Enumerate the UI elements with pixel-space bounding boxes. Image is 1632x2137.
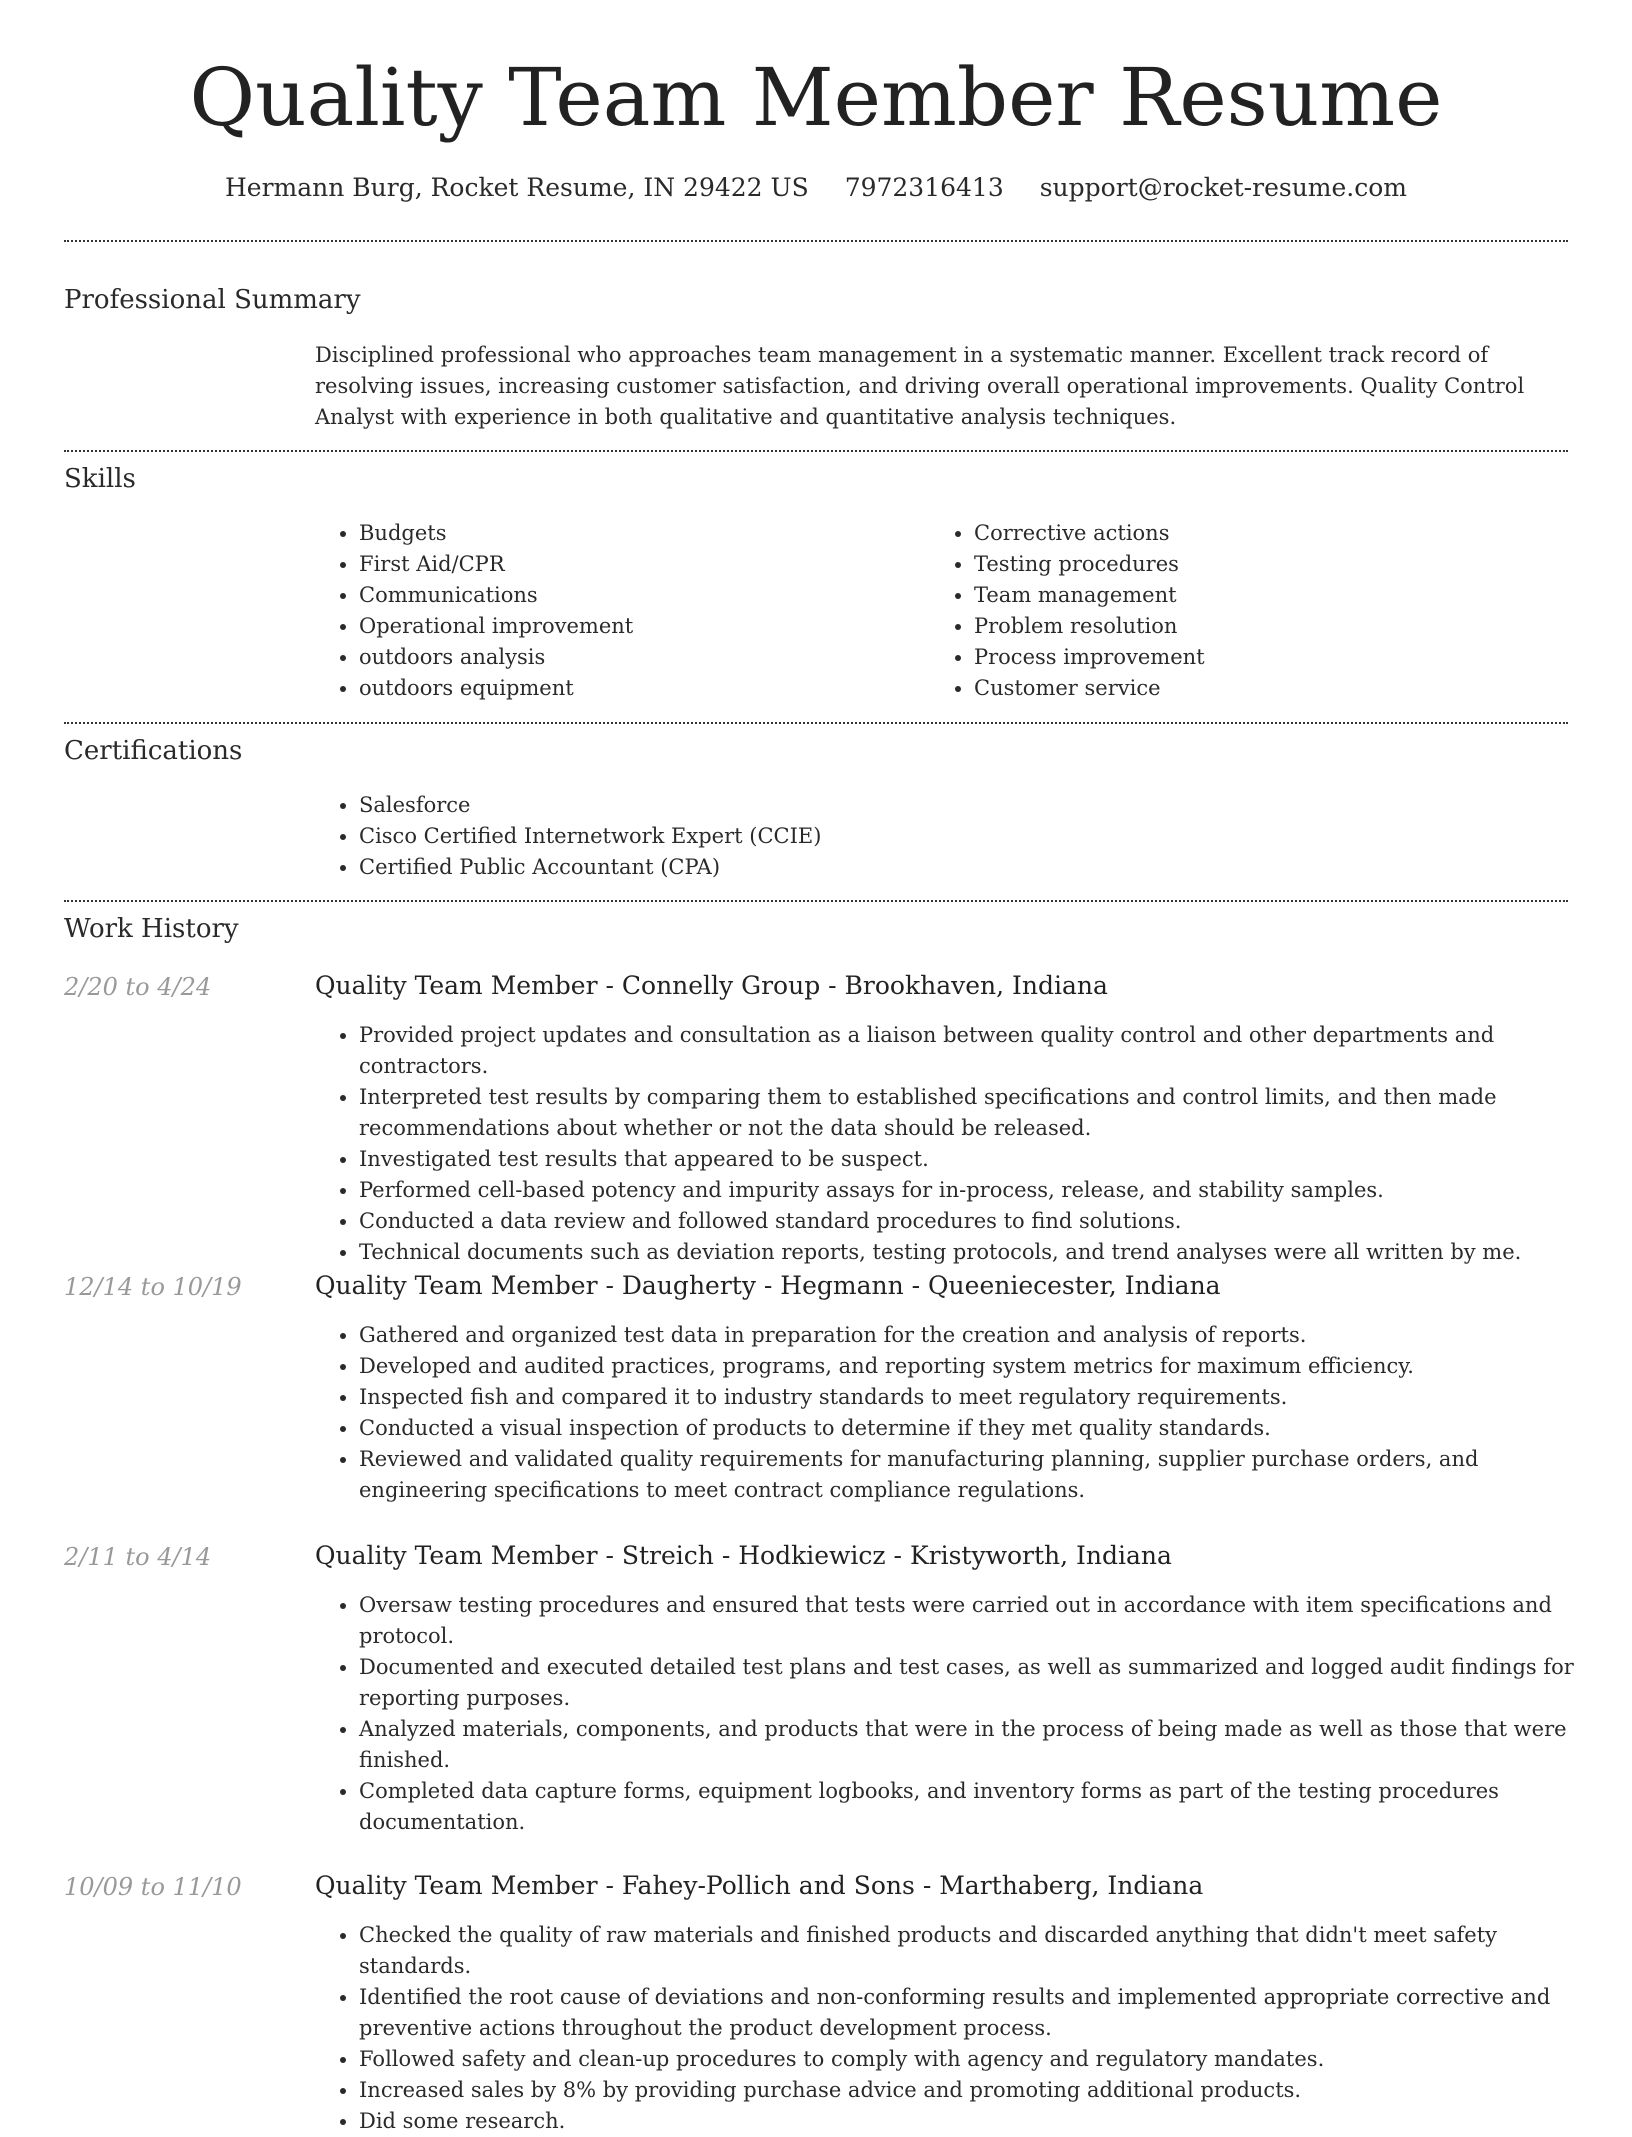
job-title: Quality Team Member - Streich - Hodkiewicz - Kristyworth, Indiana bbox=[315, 1541, 1172, 1570]
list-item: • Testing procedures bbox=[974, 549, 1574, 580]
contact-email: support@rocket-resume.com bbox=[1039, 173, 1408, 202]
list-item: • Customer service bbox=[974, 673, 1574, 704]
list-item: • Certified Public Accountant (CPA) bbox=[359, 852, 1559, 883]
list-item: • Documented and executed detailed test plans and test cases, as well as summarized and logged audit findings for reporting purposes. bbox=[359, 1652, 1612, 1714]
contact-line bbox=[0, 170, 1632, 206]
job-title: Quality Team Member - Connelly Group - Brookhaven, Indiana bbox=[315, 971, 1108, 1000]
list-item: • Checked the quality of raw materials and finished products and discarded anything that didn't meet safety standards. bbox=[359, 1920, 1612, 1982]
section-divider bbox=[64, 240, 1568, 242]
job-bullets bbox=[315, 1020, 1612, 1268]
list-item: • Budgets bbox=[359, 518, 939, 549]
list-item: • Provided project updates and consultation as a liaison between quality control and other departments and contractors. bbox=[359, 1020, 1612, 1082]
certifications-list bbox=[315, 790, 1559, 883]
summary-heading: Professional Summary bbox=[64, 285, 361, 315]
contact-phone: 7972316413 bbox=[844, 173, 1004, 202]
job-bullets bbox=[315, 1920, 1612, 2137]
list-item: • Conducted a visual inspection of products to determine if they met quality standards. bbox=[359, 1413, 1612, 1444]
job-dates: 2/20 to 4/24 bbox=[64, 973, 212, 1001]
job-dates: 12/14 to 10/19 bbox=[64, 1273, 242, 1301]
list-item: • Corrective actions bbox=[974, 518, 1574, 549]
skills-list-left bbox=[315, 518, 939, 704]
list-item: • outdoors equipment bbox=[359, 673, 939, 704]
job-title: Quality Team Member - Daugherty - Hegmann - Queeniecester, Indiana bbox=[315, 1271, 1221, 1300]
list-item: • Investigated test results that appeared to be suspect. bbox=[359, 1144, 1612, 1175]
summary-text: Disciplined professional who approaches team management in a systematic manner. Excellent track record of resolving issues, increasing customer satisfaction, and driving overall operational improvements. Quality Control Analyst with experience in both qualitative and quantitative analysis techniques. bbox=[315, 343, 1525, 429]
job-bullets bbox=[315, 1590, 1612, 1838]
list-item: • Followed safety and clean-up procedures to comply with agency and regulatory mandates. bbox=[359, 2044, 1612, 2075]
contact-address: Hermann Burg, Rocket Resume, IN 29422 US bbox=[224, 173, 809, 202]
section-divider bbox=[64, 450, 1568, 452]
list-item: • Gathered and organized test data in preparation for the creation and analysis of reports. bbox=[359, 1320, 1612, 1351]
list-item: • Completed data capture forms, equipment logbooks, and inventory forms as part of the testing procedures documentation. bbox=[359, 1776, 1612, 1838]
certifications-heading: Certifications bbox=[64, 736, 243, 766]
list-item: • Increased sales by 8% by providing purchase advice and promoting additional products. bbox=[359, 2075, 1612, 2106]
list-item: • Communications bbox=[359, 580, 939, 611]
list-item: • Analyzed materials, components, and products that were in the process of being made as well as those that were finished. bbox=[359, 1714, 1612, 1776]
list-item: • Team management bbox=[974, 580, 1574, 611]
list-item: • Process improvement bbox=[974, 642, 1574, 673]
list-item: • Operational improvement bbox=[359, 611, 939, 642]
job-bullets bbox=[315, 1320, 1612, 1506]
list-item: • Conducted a data review and followed standard procedures to find solutions. bbox=[359, 1206, 1612, 1237]
job-dates: 2/11 to 4/14 bbox=[64, 1543, 212, 1571]
work-history-heading: Work History bbox=[64, 914, 239, 944]
list-item: • outdoors analysis bbox=[359, 642, 939, 673]
list-item: • Oversaw testing procedures and ensured that tests were carried out in accordance with item specifications and protocol. bbox=[359, 1590, 1612, 1652]
list-item: • Identified the root cause of deviations and non-conforming results and implemented appropriate corrective and preventive actions throughout the product development process. bbox=[359, 1982, 1612, 2044]
list-item: • Interpreted test results by comparing them to established specifications and control limits, and then made recommendations about whether or not the data should be released. bbox=[359, 1082, 1612, 1144]
list-item: • Cisco Certified Internetwork Expert (CCIE) bbox=[359, 821, 1559, 852]
job-dates: 10/09 to 11/10 bbox=[64, 1873, 242, 1901]
list-item: • Developed and audited practices, programs, and reporting system metrics for maximum efficiency. bbox=[359, 1351, 1612, 1382]
list-item: • Problem resolution bbox=[974, 611, 1574, 642]
list-item: • Inspected fish and compared it to industry standards to meet regulatory requirements. bbox=[359, 1382, 1612, 1413]
section-divider bbox=[64, 900, 1568, 902]
list-item: • Performed cell-based potency and impurity assays for in-process, release, and stability samples. bbox=[359, 1175, 1612, 1206]
list-item: • Technical documents such as deviation reports, testing protocols, and trend analyses were all written by me. bbox=[359, 1237, 1612, 1268]
job-title: Quality Team Member - Fahey-Pollich and Sons - Marthaberg, Indiana bbox=[315, 1871, 1204, 1900]
list-item: • First Aid/CPR bbox=[359, 549, 939, 580]
skills-heading: Skills bbox=[64, 464, 136, 494]
section-divider bbox=[64, 722, 1568, 724]
list-item: • Did some research. bbox=[359, 2106, 1612, 2137]
resume-title: Quality Team Member Resume bbox=[189, 51, 1443, 144]
skills-list-right bbox=[930, 518, 1574, 704]
list-item: • Reviewed and validated quality requirements for manufacturing planning, supplier purchase orders, and engineering specifications to meet contract compliance regulations. bbox=[359, 1444, 1612, 1506]
list-item: • Salesforce bbox=[359, 790, 1559, 821]
